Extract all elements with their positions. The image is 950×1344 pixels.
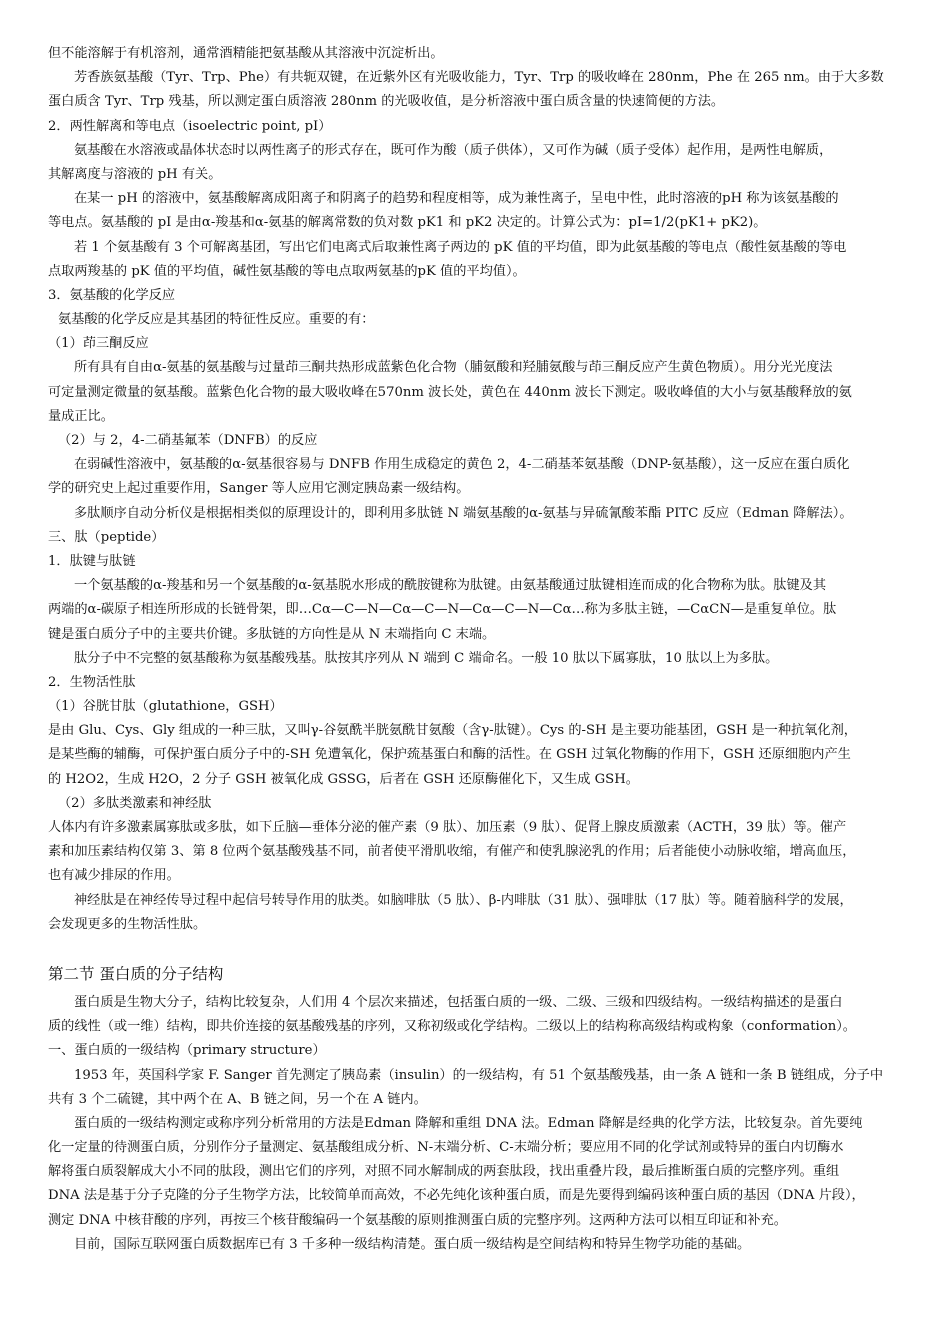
paragraph-line: 氨基酸在水溶液或晶体状态时以两性离子的形式存在，既可作为酸（质子供体），又可作为碱（质子受体）起作用，是两性电解质， [74, 142, 833, 158]
subsection-heading: 1．肽键与肽链 [48, 553, 136, 569]
paragraph-line: 蛋白质是生物大分子，结构比较复杂，人们用 4 个层次来描述，包括蛋白质的一级、二级、三级和四级结构。一级结构描述的是蛋白 [74, 994, 843, 1010]
text-line: 人体内有许多激素属寡肽或多肽，如下丘脑—垂体分泌的催产素（9 肽）、加压素（9 肽）、促肾上腺皮质激素（ACTH，39 肽）等。催产 [48, 820, 847, 835]
text-line: 键是蛋白质分子中的主要共价键。多肽链的方向性是从 N 末端指向 C 末端。 [48, 626, 496, 642]
paragraph-line: 芳香族氨基酸（Tyr、Trp、Phe）有共轭双键，在近紫外区有光吸收能力，Tyr、Trp 的吸收峰在 280nm，Phe 在 265 nm。由于大多数 [74, 70, 884, 86]
subsection-heading: （2）多肽类激素和神经肽 [58, 795, 212, 811]
text-line: 解将蛋白质裂解成大小不同的肽段，测出它们的序列，对照不同水解制成的两套肽段，找出重叠片段，最后推断蛋白质的完整序列。重组 [48, 1164, 840, 1180]
text-line: 两端的α-碳原子相连所形成的长链骨架，即…Cα—C—N—Cα—C—N—Cα—C—N—Cα…称为多肽主链，—CαCN—是重复单位。肽 [48, 602, 837, 618]
text-line: 质的线性（或一维）结构，即共价连接的氨基酸残基的序列，又称初级或化学结构。二级以上的结构称高级结构或构象（conformation）。 [48, 1019, 856, 1035]
text-line: 化一定量的待测蛋白质，分别作分子量测定、氨基酸组成分析、N-末端分析、C-末端分析；要应用不同的化学试剂或特异的蛋白内切酶水 [48, 1140, 844, 1156]
text-line: 可定量测定微量的氨基酸。蓝紫色化合物的最大吸收峰在570nm 波长处，黄色在 440nm 波长下测定。吸收峰值的大小与氨基酸释放的氨 [48, 384, 852, 400]
text-line: 也有减少排尿的作用。 [48, 868, 180, 884]
paragraph-line: 在某一 pH 的溶液中，氨基酸解离成阳离子和阴离子的趋势和程度相等，成为兼性离子，呈电中性，此时溶液的pH 称为该氨基酸的 [74, 191, 839, 207]
text-line: 但不能溶解于有机溶剂，通常酒精能把氨基酸从其溶液中沉淀析出。 [48, 46, 444, 61]
text-line: DNA 法是基于分子克隆的分子生物学方法，比较简单而高效，不必先纯化该种蛋白质，而是先要得到编码该种蛋白质的基因（DNA 片段）， [48, 1188, 865, 1204]
subsection-heading: 2．生物活性肽 [48, 674, 136, 690]
text-line: 素和加压素结构仅第 3、第 8 位两个氨基酸残基不同，前者使平滑肌收缩，有催产和使乳腺泌乳的作用；后者能使小动脉收缩，增高血压， [48, 844, 856, 860]
text-line: 的 H2O2，生成 H2O，2 分子 GSH 被氧化成 GSSG，后者在 GSH 还原酶催化下，又生成 GSH。 [48, 771, 639, 787]
text-line: 点取两羧基的 pK 值的平均值，碱性氨基酸的等电点取两氨基的pK 值的平均值）。 [48, 263, 526, 279]
text-line: 其解离度与溶液的 pH 有关。 [48, 166, 222, 182]
paragraph-line: 一个氨基酸的α-羧基和另一个氨基酸的α-氨基脱水形成的酰胺键称为肽键。由氨基酸通过肽键相连而成的化合物称为肽。肽键及其 [74, 578, 827, 594]
text-line: 共有 3 个二硫键，其中两个在 A、B 链之间，另一个在 A 链内。 [48, 1091, 427, 1107]
subsection-heading: 3．氨基酸的化学反应 [48, 287, 176, 303]
text-line: 蛋白质含 Tyr、Trp 残基，所以测定蛋白质溶液 280nm 的光吸收值，是分析溶液中蛋白质含量的快速简便的方法。 [48, 94, 725, 110]
paragraph-line: 蛋白质的一级结构测定或称序列分析常用的方法是Edman 降解和重组 DNA 法。Edman 降解是经典的化学方法，比较复杂。首先要纯 [74, 1115, 863, 1131]
paragraph-line: 在弱碱性溶液中，氨基酸的α-氨基很容易与 DNFB 作用生成稳定的黄色 2，4-二硝基苯氨基酸（DNP-氨基酸），这一反应在蛋白质化 [74, 457, 850, 473]
text-line: 学的研究史上起过重要作用，Sanger 等人应用它测定胰岛素一级结构。 [48, 481, 470, 497]
text-line: 是由 Glu、Cys、Gly 组成的一种三肽，又叫γ-谷氨酰半胱氨酰甘氨酸（含γ-肽键）。Cys 的-SH 是主要功能基团，GSH 是一种抗氧化剂， [48, 723, 857, 739]
paragraph-line: 神经肽是在神经传导过程中起信号转导作用的肽类。如脑啡肽（5 肽）、β-内啡肽（31 肽）、强啡肽（17 肽）等。随着脑科学的发展， [74, 892, 853, 908]
text-line: 量成正比。 [48, 408, 114, 424]
subsection-heading: （1）茚三酮反应 [48, 336, 149, 352]
section-title: 第二节 蛋白质的分子结构 [48, 964, 224, 983]
paragraph-line: 1953 年，英国科学家 F. Sanger 首先测定了胰岛素（insulin）的一级结构，有 51 个氨基酸残基，由一条 A 链和一条 B 链组成，分子中 [74, 1067, 884, 1083]
subsection-heading: 2．两性解离和等电点（isoelectric point, pI） [48, 118, 332, 134]
text-line: 会发现更多的生物活性肽。 [48, 916, 207, 932]
paragraph-line: 若 1 个氨基酸有 3 个可解离基团，写出它们电离式后取兼性离子两边的 pK 值的平均值，即为此氨基酸的等电点（酸性氨基酸的等电 [74, 239, 847, 255]
text-line: 测定 DNA 中核苷酸的序列，再按三个核苷酸编码一个氨基酸的原则推测蛋白质的完整序列。这两种方法可以相互印证和补充。 [48, 1212, 787, 1228]
paragraph-line: 肽分子中不完整的氨基酸称为氨基酸残基。肽按其序列从 N 端到 C 端命名。一般 10 肽以下属寡肽，10 肽以上为多肽。 [74, 650, 779, 666]
text-line: 等电点。氨基酸的 pI 是由α-羧基和α-氨基的解离常数的负对数 pK1 和 pK2 决定的。计算公式为：pI=1/2(pK1+ pK2)。 [48, 215, 767, 231]
section-heading: 三、肽（peptide） [48, 529, 165, 545]
subsection-heading: （1）谷胱甘肽（glutathione，GSH） [48, 699, 283, 715]
paragraph-line: 氨基酸的化学反应是其基团的特征性反应。重要的有： [58, 312, 375, 328]
paragraph-line: 多肽顺序自动分析仪是根据相类似的原理设计的，即利用多肽链 N 端氨基酸的α-氨基与异硫氰酸苯酯 PITC 反应（Edman 降解法）。 [74, 505, 853, 521]
section-heading: 一、蛋白质的一级结构（primary structure） [48, 1043, 326, 1059]
paragraph-line: 所有具有自由α-氨基的氨基酸与过量茚三酮共热形成蓝紫色化合物（脯氨酸和羟脯氨酸与茚三酮反应产生黄色物质）。用分光光度法 [74, 360, 833, 376]
paragraph-line: 目前，国际互联网蛋白质数据库已有 3 千多种一级结构清楚。蛋白质一级结构是空间结构和特异生物学功能的基础。 [74, 1236, 751, 1252]
text-line: 是某些酶的辅酶，可保护蛋白质分子中的-SH 免遭氧化，保护巯基蛋白和酶的活性。在 GSH 过氧化物酶的作用下，GSH 还原细胞内产生 [48, 747, 851, 763]
subsection-heading: （2）与 2，4-二硝基氟苯（DNFB）的反应 [58, 433, 318, 448]
